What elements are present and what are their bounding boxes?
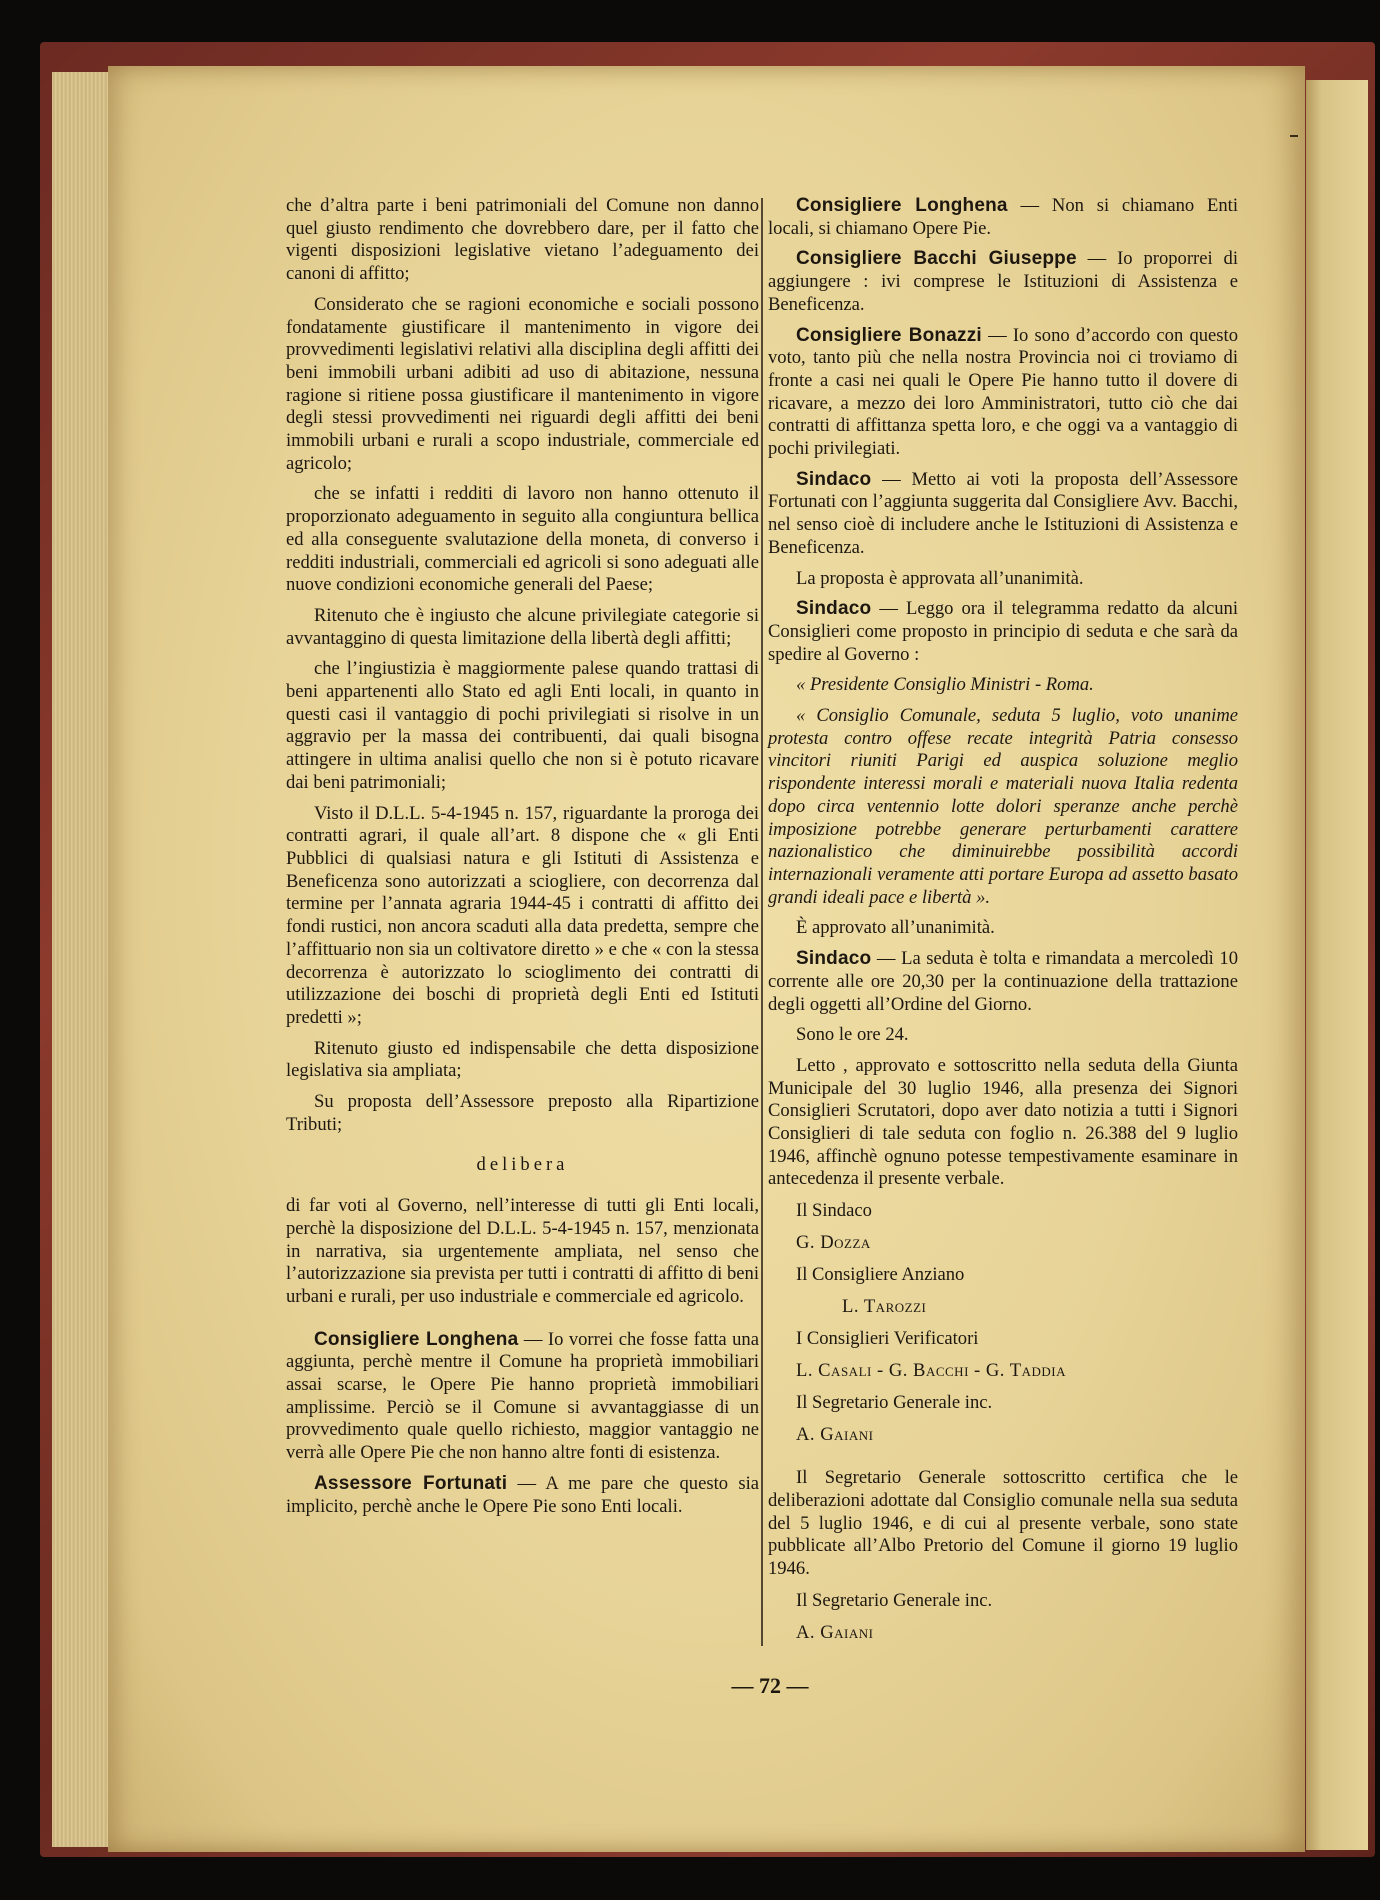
speaker-name: Assessore Fortunati bbox=[314, 1472, 508, 1494]
delibera-heading: delibera bbox=[476, 1154, 569, 1176]
paragraph: che l’ingiustizia è maggiormente palese quando trattasi di beni appartenenti allo Stato ed agli Enti locali, in quanto in questi casi il vantaggio di pochi privilegiati si risolve in un aggravio per la massa dei contribuenti, dai quali bisogna attingere in ultima analisi quello che non si è potuto ricavare dai beni patrimoniali; bbox=[286, 658, 759, 793]
speaker-name: Sindaco bbox=[796, 948, 872, 970]
paragraph: Visto il D.L.L. 5-4-1945 n. 157, riguardante la proroga dei contratti agrari, il quale all’art. 8 dispone che « gli Enti Pubblici di qualsiasi natura e gli Istituti di Assistenza e Beneficenza sono autorizzati a sciogliere, con decorrenza dal termine per l’annata agraria 1944-45 i contratti di affitto dei fondi rustici, non ancora scaduti alla data predetta, sempre che l’affittuario non sia un coltivatore diretto » e che « con la stessa decorrenza è autorizzato lo scioglimento dei contratti di utilizzazione dei boschi di proprietà degli Enti ed Istituti predetti »; bbox=[286, 802, 759, 1028]
telegram-line: « Presidente Consiglio Ministri - Roma. bbox=[796, 674, 1094, 696]
paragraph: che d’altra parte i beni patrimoniali del Comune non danno quel giusto rendimento che dovrebbero dare, per il fatto che vigenti disposizioni legislative vietano l’adeguamento dei canoni di affitto; bbox=[286, 195, 759, 285]
speaker-name: Consigliere Bacchi Giuseppe bbox=[796, 248, 1077, 270]
speech-longhena bbox=[286, 1329, 759, 1465]
speech-bonazzi bbox=[768, 325, 1238, 461]
paragraph: Ritenuto che è ingiusto che alcune privilegiate categorie si avvantaggino di questa limitazione della libertà degli affitti; bbox=[286, 604, 759, 649]
signature-name: A. Gaiani bbox=[796, 1621, 874, 1643]
page-number: — 72 — bbox=[731, 1673, 809, 1698]
speech-sindaco bbox=[768, 469, 1238, 560]
signature-label: I Consiglieri Verificatori bbox=[796, 1328, 979, 1350]
speech-text: — Io proporrei di aggiungere : ivi comprese le Istituzioni di Assistenza e Beneficenza. bbox=[768, 248, 1238, 315]
speech-text: — A me pare che questo sia implicito, perchè anche le Opere Pie sono Enti locali. bbox=[286, 1472, 759, 1517]
certification-paragraph: Il Segretario Generale sottoscritto certifica che le deliberazioni adottate dal Consiglio comunale nella sua seduta del 5 luglio 1946, e di cui al presente verbale, sono state pubblicate all’Albo Pretorio del Comune il giorno 19 luglio 1946. bbox=[768, 1467, 1238, 1579]
paragraph: di far voti al Governo, nell’interesse di tutti gli Enti locali, perchè la disposizione del D.L.L. 5-4-1945 n. 157, menzionata in narrativa, sia urgentemente ampliata, nel senso che l’autorizzazione sia prevista per tutti i contratti di affitto di beni urbani e rurali, per uso industriale e commerciale ed agricolo. bbox=[286, 1195, 759, 1307]
speaker-name: Consigliere Longhena bbox=[796, 195, 1008, 216]
closing-time: Sono le ore 24. bbox=[796, 1024, 909, 1046]
speech-text: — La seduta è tolta e rimandata a mercoledì 10 corrente alle ore 20,30 per la continuazione della trattazione degli oggetti all’Ordine del Giorno. bbox=[768, 948, 1238, 1015]
speech-sindaco bbox=[768, 598, 1238, 666]
signature-label: Il Consigliere Anziano bbox=[796, 1264, 965, 1286]
speech-text: — Non si chiamano Enti locali, si chiamano Opere Pie. bbox=[768, 195, 1238, 239]
speech-text: — Leggo ora il telegramma redatto da alcuni Consiglieri come proposto in principio di seduta e che sarà da spedire al Governo : bbox=[768, 598, 1238, 665]
signature-label: Il Segretario Generale inc. bbox=[796, 1392, 993, 1414]
signature-label: Il Segretario Generale inc. bbox=[796, 1589, 993, 1611]
paragraph: che se infatti i redditi di lavoro non hanno ottenuto il proporzionato adeguamento in seguito alla congiuntura bellica ed alla conseguente svalutazione della moneta, di converso i redditi industriali, commerciali ed agricoli si sono adeguati alle nuove condizioni economiche generali del Paese; bbox=[286, 483, 759, 596]
speech-sindaco bbox=[768, 948, 1238, 1016]
spine-mark bbox=[1290, 135, 1298, 137]
paragraph: Considerato che se ragioni economiche e sociali possono fondatamente giustificare il mantenimento in vigore dei provvedimenti legislativi relativi alla disciplina degli affitti dei beni immobili urbani adibiti ad uso di abitazione, nessuna ragione si ritiene possa giustificare il mantenimento in vigore degli stessi provvedimenti nei riguardi degli affitti dei beni immobili urbani e rurali a scopo industriale, commerciale ed agricolo; bbox=[286, 293, 759, 474]
column-divider bbox=[761, 198, 763, 1646]
vote-result: È approvato all’unanimità. bbox=[796, 917, 995, 939]
speech-fortunati bbox=[286, 1473, 759, 1518]
speaker-name: Sindaco bbox=[796, 468, 872, 490]
right-column bbox=[768, 195, 1238, 1653]
vote-result: La proposta è approvata all’unanimità. bbox=[796, 567, 1084, 589]
left-column bbox=[286, 195, 759, 1526]
signature-name: L. Tarozzi bbox=[842, 1296, 927, 1318]
paragraph: Su proposta dell’Assessore preposto alla Ripartizione Tributi; bbox=[286, 1091, 759, 1135]
paragraph: Ritenuto giusto ed indispensabile che detta disposizione legislativa sia ampliata; bbox=[286, 1037, 759, 1082]
speech-text: — Metto ai voti la proposta dell’Assessore Fortunati con l’aggiunta suggerita dal Consigliere Avv. Bacchi, nel senso cioè di includere anche le Istituzioni di Assistenza e Beneficenza. bbox=[768, 468, 1238, 558]
approval-paragraph: Letto , approvato e sottoscritto nella seduta della Giunta Municipale del 30 luglio 1946, alla presenza dei Signori Consiglieri Scrutatori, dopo aver dato notizia a tutti i Signori Consiglieri di tale seduta con foglio n. 26.388 del 9 luglio 1946, affinchè ognuno potesse tempestivamente esaminare in antecedenza il presente verbale. bbox=[768, 1054, 1238, 1190]
speech-longhena bbox=[768, 195, 1238, 240]
facing-page-edge bbox=[1306, 80, 1368, 1850]
signature-name: A. Gaiani bbox=[796, 1424, 874, 1446]
speaker-name: Sindaco bbox=[796, 598, 872, 620]
speaker-name: Consigliere Longhena bbox=[314, 1328, 519, 1350]
page-edges bbox=[52, 72, 112, 1847]
speech-bacchi bbox=[768, 248, 1238, 316]
signature-name: G. Dozza bbox=[796, 1232, 871, 1254]
signature-label: Il Sindaco bbox=[796, 1200, 872, 1222]
telegram-text: « Consiglio Comunale, seduta 5 luglio, voto unanime protesta contro offese recate integrità Patria consesso vincitori riuniti Parigi ed auspica soluzione meglio rispondente interessi morali e materiali nuova Italia redenta dopo circa ventennio lotte dolori speranze anche perchè imposizione potrebbe generare perturbamenti carattere nazionalistico che diminuirebbe possibilità accordi internazionali veramente atti portare Europa ad assetto basato grandi ideali pace e libertà ». bbox=[768, 705, 1238, 908]
speech-text: — Io sono d’accordo con questo voto, tanto più che nella nostra Provincia noi ci troviamo di fronte a casi nei quali le Opere Pie hanno tutto il dovere di ricavare, a mezzo dei loro Amministratori, tutto ciò che dai contratti di affittanza spetta loro, e che oggi va a vantaggio di pochi privilegiati. bbox=[768, 324, 1238, 460]
speaker-name: Consigliere Bonazzi bbox=[796, 324, 982, 346]
speech-text: — Io vorrei che fosse fatta una aggiunta, perchè mentre il Comune ha proprietà immobiliari assai scarse, le Opere Pie hanno proprietà immobiliari amplissime. Perciò se il Comune si avvantaggiasse di un provvedimento quale quello richiesto, maggior vantaggio ne verrà alle Opere Pie che non hanno altre fonti di esistenza. bbox=[286, 1328, 759, 1464]
signature-name: L. Casali - G. Bacchi - G. Taddia bbox=[796, 1360, 1067, 1382]
